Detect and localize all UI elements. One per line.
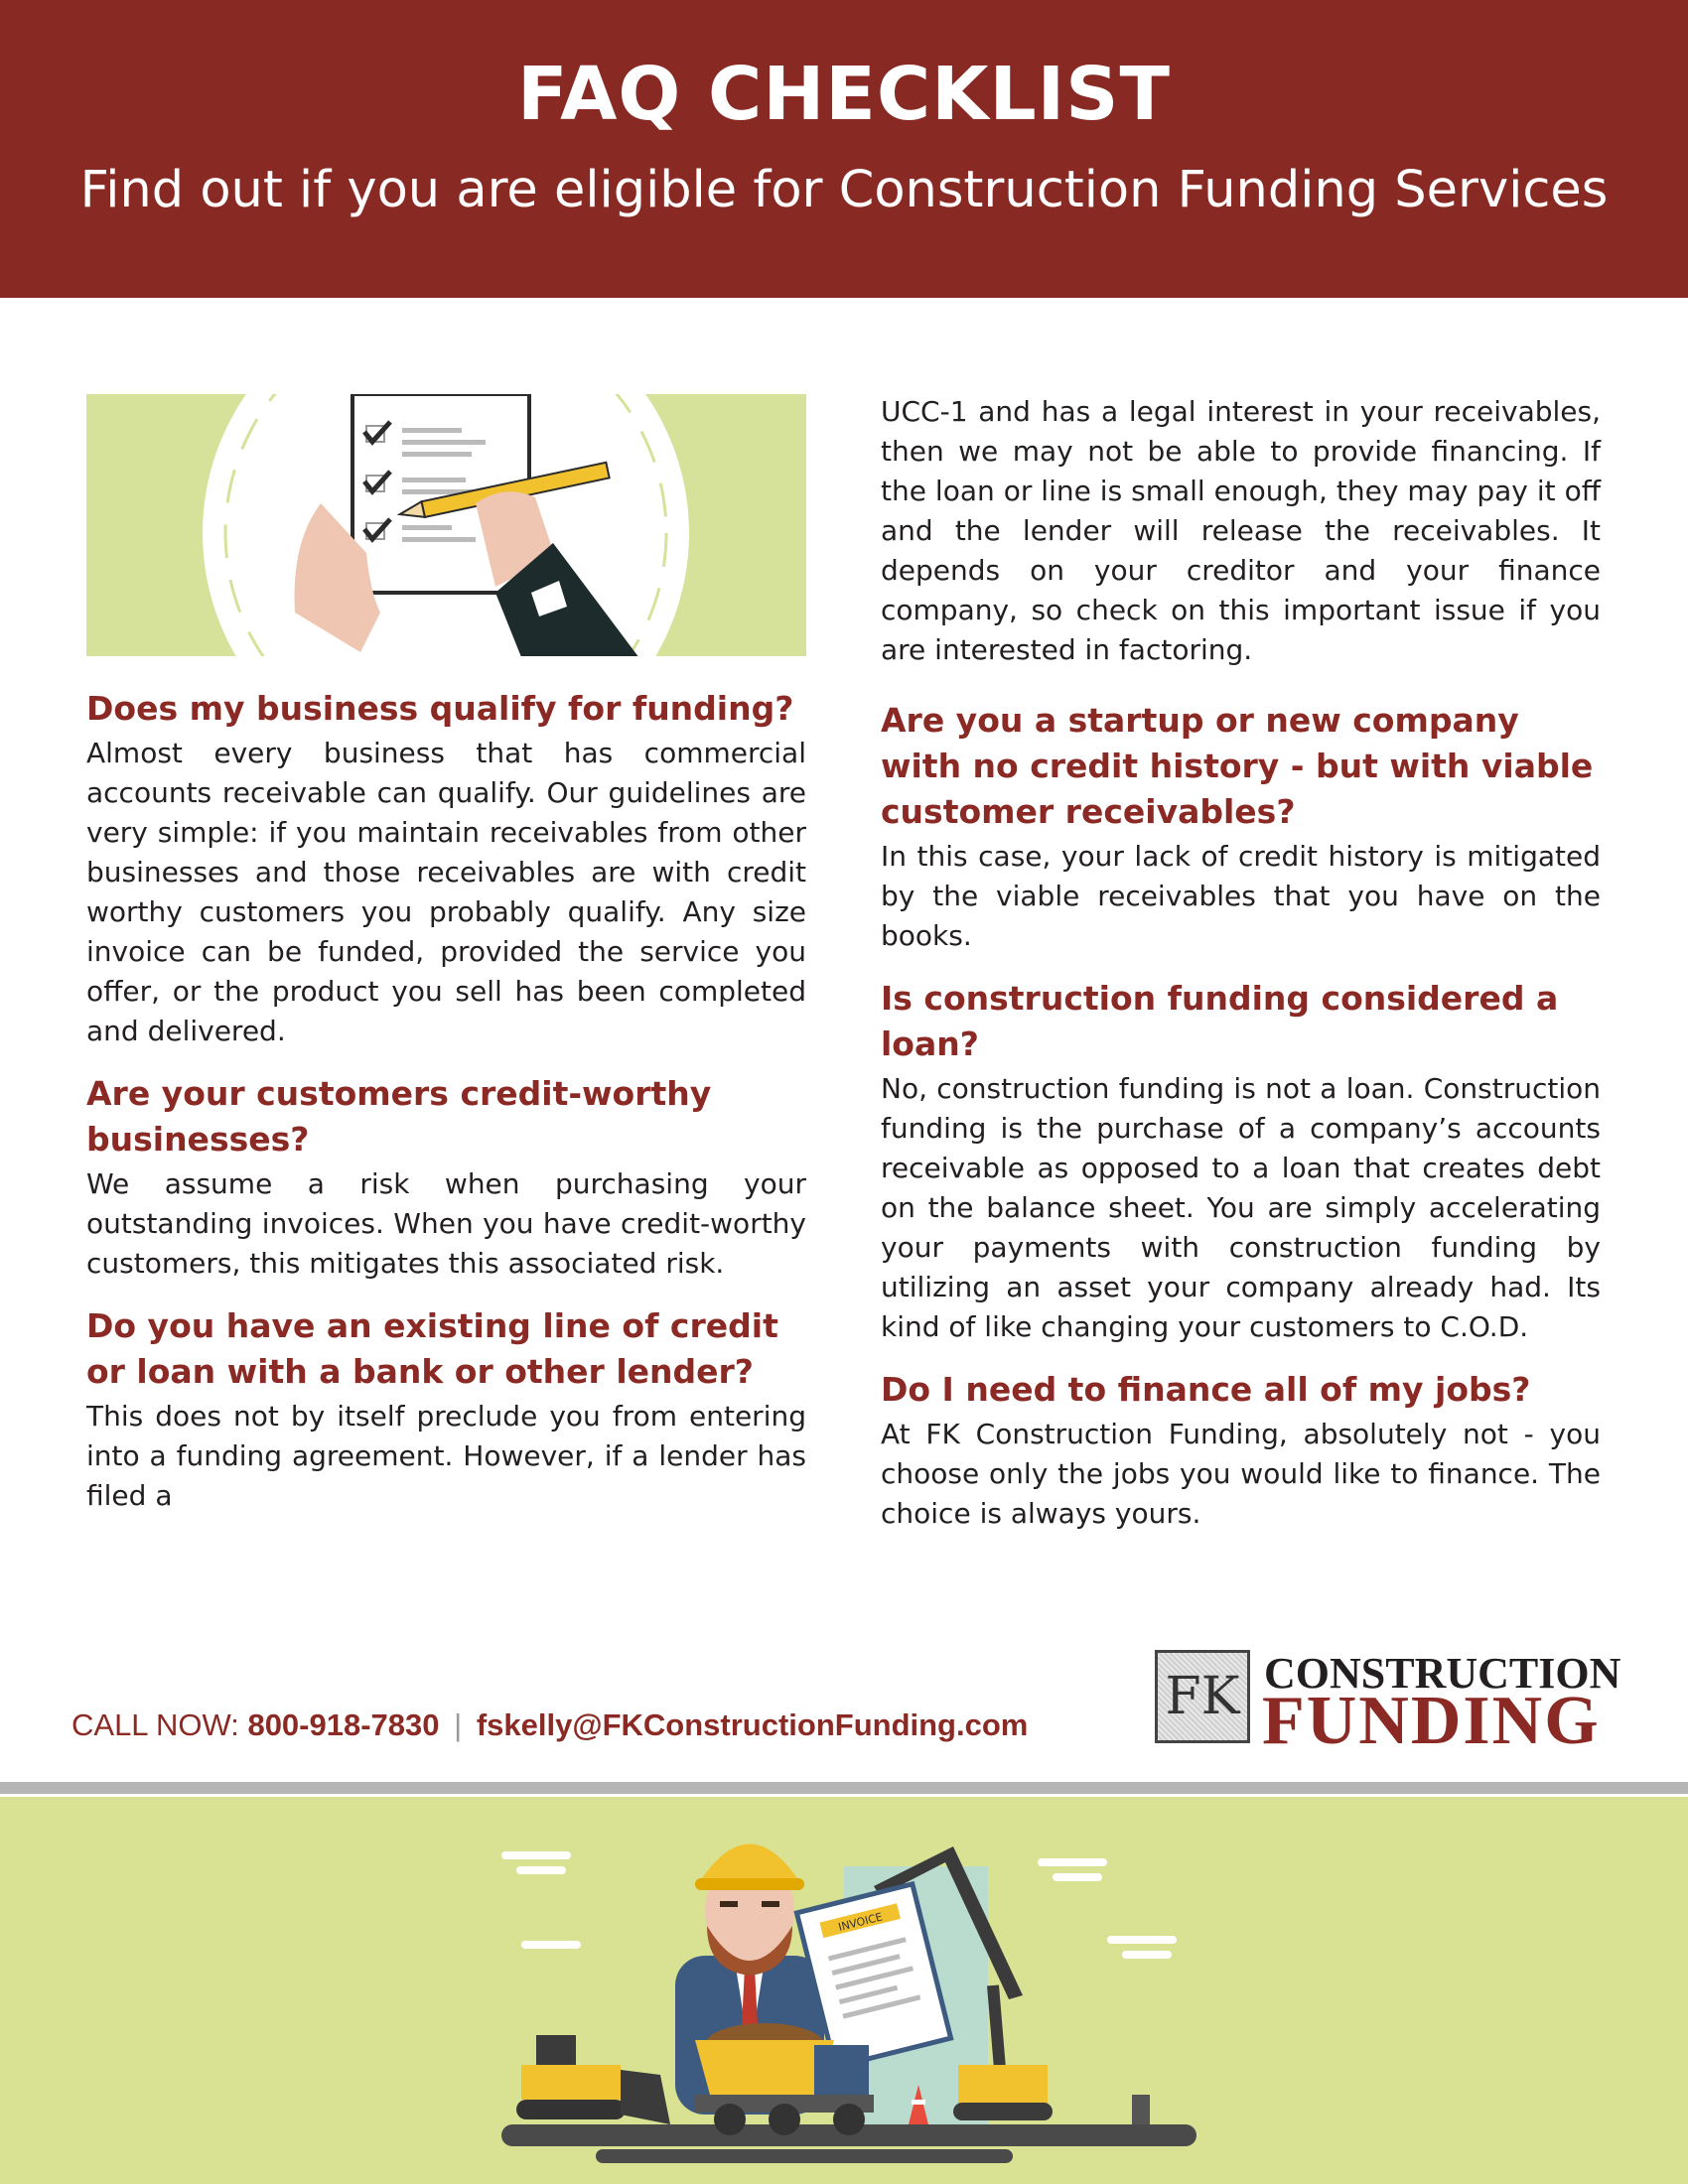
logo-line1: CONSTRUCTION <box>1264 1649 1621 1698</box>
page-title: FAQ CHECKLIST <box>517 52 1171 137</box>
contact-line <box>71 1707 1028 1743</box>
header-banner <box>0 0 1688 298</box>
faq-item <box>881 976 1601 1347</box>
faq-question: Do I need to finance all of my jobs? <box>881 1370 1531 1409</box>
faq-question: Does my business qualify for funding? <box>86 689 794 728</box>
faq-answer: This does not by itself preclude you from entering into a funding agreement. However, if a lender has filed a <box>86 1400 806 1512</box>
faq-item <box>86 1303 806 1516</box>
faq-item <box>86 1071 806 1284</box>
faq-question: Is construction funding considered a loan? <box>881 979 1559 1063</box>
faq-answer: We assume a risk when purchasing your outstanding invoices. When you have credit-worthy customers, this mitigates this associated risk. <box>86 1167 806 1280</box>
construction-scene-illustration <box>0 1797 1688 2184</box>
faq-answer: At FK Construction Funding, absolutely not - you choose only the jobs you would like to finance. The choice is always yours. <box>881 1418 1601 1530</box>
checklist-clipboard-icon <box>86 394 806 656</box>
faq-item <box>881 1367 1601 1534</box>
contact-separator: | <box>454 1707 463 1742</box>
faq-answer: Almost every business that has commercial accounts receivable can qualify. Our guidelines are very simple: if you maintain receivables from other businesses and those receivables are with credit worthy customers you probably qualify. Any size invoice can be funded, provided the service you offer, or the product you sell has been completed and delivered. <box>86 737 806 1047</box>
faq-item <box>881 698 1601 956</box>
faq-question: Are you a startup or new company with no credit history - but with viable customer receivables? <box>881 701 1594 831</box>
invoice-label: INVOICE <box>837 1910 885 1934</box>
logo-monogram: FK <box>1165 1667 1240 1726</box>
footer-divider <box>0 1782 1688 1794</box>
faq-item <box>86 686 806 1051</box>
phone-number[interactable]: 800-918-7830 <box>247 1707 440 1742</box>
faq-answer: In this case, your lack of credit history is mitigated by the viable receivables that you have on the books. <box>881 840 1601 952</box>
faq-answer: No, construction funding is not a loan. Construction funding is the purchase of a company’s accounts receivable as opposed to a loan that creates debt on the balance sheet. You are simply accelerating your payments with construction funding by utilizing an asset your company already had. Its kind of like changing your customers to C.O.D. <box>881 1072 1601 1343</box>
company-logo <box>1155 1648 1621 1759</box>
faq-question: Do you have an existing line of credit or loan with a bank or other lender? <box>86 1306 778 1391</box>
page-subtitle: Find out if you are eligible for Construction Funding Services <box>79 161 1609 219</box>
logo-monogram-box <box>1155 1650 1250 1743</box>
right-column <box>881 392 1601 1554</box>
left-column <box>86 394 806 1536</box>
faq-answer-continued: UCC-1 and has a legal interest in your receivables, then we may not be able to provide financing. If the loan or line is small enough, they may pay it off and the lender will release the receivables. It depends on your creditor and your finance company, so check on this important issue if you are interested in factoring. <box>881 395 1601 666</box>
email-link[interactable]: fskelly@FKConstructionFunding.com <box>476 1707 1029 1742</box>
logo-line2: FUNDING <box>1262 1683 1601 1759</box>
faq-question: Are your customers credit-worthy businesses? <box>86 1074 712 1159</box>
footer-illustration <box>0 1797 1688 2184</box>
call-now-label: CALL NOW: <box>71 1707 239 1742</box>
checklist-illustration <box>86 394 806 656</box>
